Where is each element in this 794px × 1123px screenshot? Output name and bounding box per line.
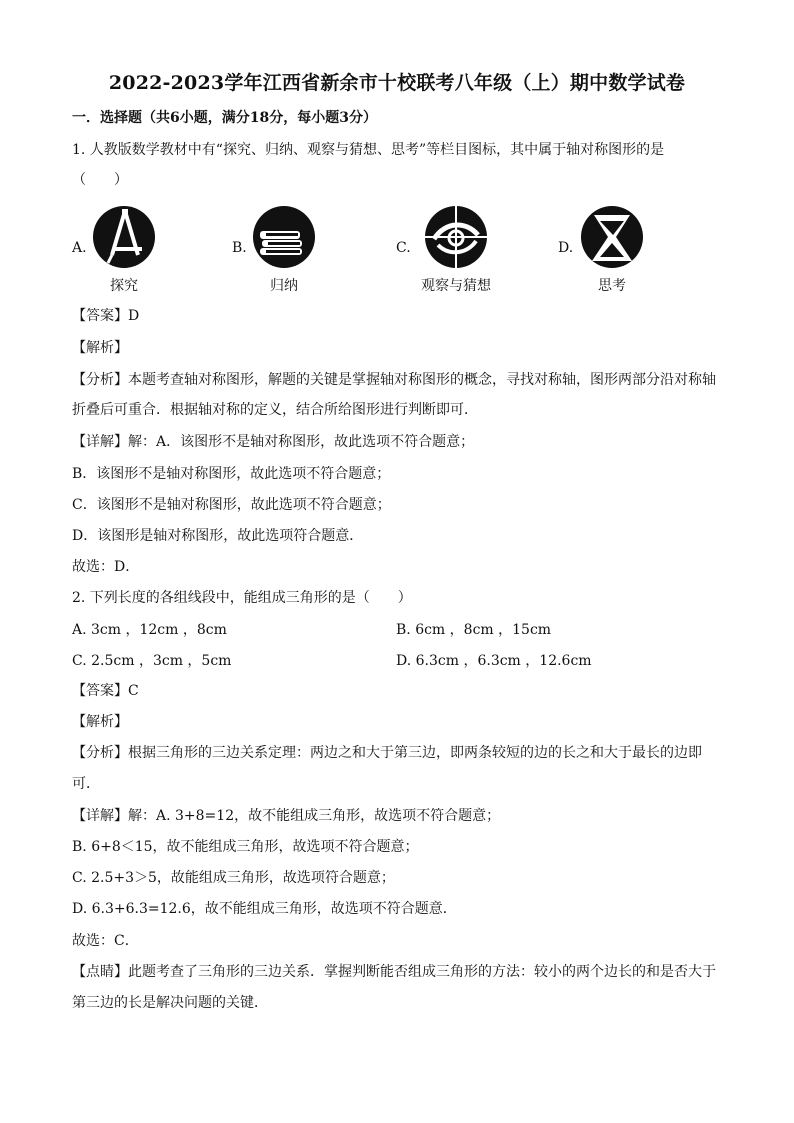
q1-answer: 【答案】D xyxy=(72,308,140,324)
q2-analysis-line-1: 【分析】根据三角形的三边关系定理：两边之和大于第三边，即两条较短的边的长之和大于最长的边即 xyxy=(72,745,702,761)
q2-option-d: D. 6.3cm ，6.3cm ，12.6cm xyxy=(396,653,592,669)
q1-choose: 故选：D． xyxy=(72,559,140,575)
q2-choose: 故选：C． xyxy=(72,933,139,949)
page-title: 2022-2023学年江西省新余市十校联考八年级（上）期中数学试卷 xyxy=(108,72,686,94)
q2-option-a: A. 3cm ，12cm ，8cm xyxy=(72,622,227,638)
q2-option-c: C. 2.5cm ，3cm ，5cm xyxy=(72,653,232,669)
q2-comment-line-1: 【点睛】此题考查了三角形的三边关系．掌握判断能否组成三角形的方法：较小的两个边长的和是否大于 xyxy=(72,964,716,980)
q2-stem: 2. 下列长度的各组线段中，能组成三角形的是（ ） xyxy=(72,590,412,606)
q2-analysis-heading: 【解析】 xyxy=(72,714,128,730)
q2-detail-line-2: B. 6+8＜15，故不能组成三角形，故选项不符合题意； xyxy=(72,839,419,855)
q1-analysis-line-2: 折叠后可重合．根据轴对称的定义，结合所给图形进行判断即可． xyxy=(72,402,478,418)
q1-analysis-heading: 【解析】 xyxy=(72,340,128,356)
q1-option-c-caption: 观察与猜想 xyxy=(421,278,491,294)
q1-detail-line-1: 【详解】解：A．该图形不是轴对称图形，故此选项不符合题意； xyxy=(72,434,475,450)
q2-comment-line-2: 第三边的长是解决问题的关键． xyxy=(72,995,268,1011)
q1-option-d-letter: D. xyxy=(558,240,574,256)
q1-detail-line-2: B．该图形不是轴对称图形，故此选项不符合题意； xyxy=(72,466,391,482)
q2-detail-line-3: C. 2.5+3＞5，故能组成三角形，故选项符合题意； xyxy=(72,870,395,886)
eye-icon xyxy=(424,205,488,269)
q1-option-a-letter: A. xyxy=(72,240,87,256)
q2-option-b: B. 6cm ，8cm ，15cm xyxy=(396,622,552,638)
q1-option-c-letter: C. xyxy=(396,240,411,256)
q1-option-b-letter: B. xyxy=(232,240,247,256)
q1-option-b-caption: 归纳 xyxy=(270,278,298,294)
q2-detail-line-1: 【详解】解：A. 3+8=12，故不能组成三角形，故选项不符合题意； xyxy=(72,808,501,824)
q1-analysis-line-1: 【分析】本题考查轴对称图形，解题的关键是掌握轴对称图形的概念，寻找对称轴，图形两部分沿对称轴 xyxy=(72,372,716,388)
q2-detail-line-4: D. 6.3+6.3=12.6，故不能组成三角形，故选项不符合题意． xyxy=(72,901,457,917)
q1-detail-line-3: C．该图形不是轴对称图形，故此选项不符合题意； xyxy=(72,497,391,513)
q1-option-d-caption: 思考 xyxy=(598,278,626,294)
books-icon xyxy=(252,205,316,269)
q1-detail-line-4: D．该图形是轴对称图形，故此选项符合题意． xyxy=(72,528,364,544)
q2-answer: 【答案】C xyxy=(72,683,139,699)
section-heading: 一．选择题（共6小题，满分18分，每小题3分） xyxy=(72,110,377,126)
compass-icon xyxy=(92,205,156,269)
q1-option-a-caption: 探究 xyxy=(110,278,138,294)
q1-stem-bracket: （ ） xyxy=(72,172,128,188)
q2-analysis-line-2: 可． xyxy=(72,776,100,792)
q1-stem: 1. 人教版数学教材中有“探究、归纳、观察与猜想、思考”等栏目图标，其中属于轴对称图形的是 xyxy=(72,142,665,158)
hourglass-icon xyxy=(580,205,644,269)
